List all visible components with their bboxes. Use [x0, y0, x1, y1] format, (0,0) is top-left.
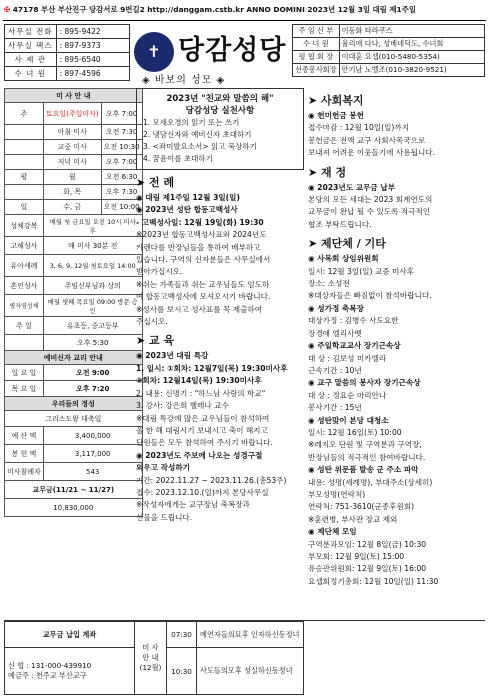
groups-line: 부모회: 12월 9일(토) 15:00: [308, 552, 405, 561]
sched-cell: 주임신부님과 상의: [43, 277, 142, 295]
education-line: 외우고 작성하기: [136, 463, 190, 473]
sched-cell: 오전 10:00: [101, 200, 142, 215]
bottom-info: [4, 620, 485, 695]
catechism-title: 예비신자 교리 안내: [5, 351, 143, 365]
sched-cell: 매월 셋째 목요일 09:00 방문 승인: [43, 295, 142, 317]
education-line: ◉ 2023년 대림 특강: [136, 351, 209, 361]
education-heading: ➤ 교 육: [136, 334, 175, 348]
mass-time: 10:30: [167, 648, 197, 695]
sched-cell: 매월 첫 금요일 오전 10시 미사 후: [43, 215, 142, 237]
sched-cell: 3,400,000: [43, 427, 142, 445]
groups-line: ◉ 성가정 축복장: [308, 303, 364, 313]
groups-line: ◉ 교구 말씀의 봉사자 장기근속상: [308, 378, 421, 388]
liturgy-line: 있습니다. 구역의 신자분들은 사무실에서: [136, 255, 271, 265]
sched-cell: 오후 7:00: [101, 155, 142, 170]
education-line: ◉ 2023년도 주보에 나오는 성경구절: [136, 450, 263, 460]
sched-cell: [5, 140, 44, 155]
sched-cell: 토요일(주일미사): [43, 103, 101, 125]
staff-label: 수 녀 원: [293, 38, 340, 51]
staff-label: 평 협 회 장: [293, 51, 340, 64]
sched-cell: 오후 7:20: [43, 381, 142, 397]
practice-item: 4. 꿈윤이를 초대하기: [143, 154, 213, 163]
contact-label: 사무실 팩스: [5, 39, 57, 53]
account-number: 신 협 : 131-000-439910: [8, 661, 92, 671]
sched-cell: [5, 335, 44, 351]
sched-cell: 오후 7:30: [101, 185, 142, 200]
sched-cell: 수, 금: [43, 200, 101, 215]
liturgy-line: - 고백성사일: 12월 19일(화) 19:30: [136, 217, 264, 227]
contact-value: : 895-6540: [56, 53, 129, 67]
mass-intent-label: 미 사 안 내 (12월): [135, 622, 167, 695]
finance-line: 협조 부탁드립니다.: [308, 219, 372, 229]
liturgy-line: 받아가십시오.: [136, 267, 183, 277]
education-line: 기간: 2022.11.27 ~ 2023.11.26.(총53주): [136, 475, 287, 485]
mass-time: 07:30: [167, 622, 197, 648]
groups-line: 일시: 12월 16일(토) 10:00: [308, 427, 402, 437]
sched-cell: 유초등, 중고등부: [43, 317, 142, 335]
week-label: 교무금(11/21 ~ 11/27): [5, 481, 143, 499]
sched-cell: 3, 6, 9, 12월 첫토요일 14:00: [43, 255, 142, 277]
sched-cell: [5, 125, 44, 140]
practice-item: 3. <좌미발요소서> 읽고 묵상하기: [143, 142, 257, 151]
welfare-line: ◉ 헌미헌금 봉헌: [308, 111, 364, 120]
liturgy-heading: ➤ 전 례: [136, 176, 175, 189]
education-line: 3. 강사: 강은희 헬레나 교수: [136, 401, 229, 411]
groups-line: 반장님들의 적극적인 참여바랍니다.: [308, 452, 426, 462]
week-amount: 10,830,000: [5, 499, 143, 517]
account-holder: 예금주 : 천주교 부산교구: [8, 671, 87, 681]
groups-line: ◉ 주일학교교사 장기근속상: [308, 341, 401, 351]
education-line: 선물을 드립니다.: [136, 512, 193, 522]
liturgy-line: ※2023년 합동고백성사표와 2024년도: [136, 230, 267, 240]
liturgy-line: 카렌다를 반장님들을 통하여 배부하고: [136, 242, 261, 252]
groups-line: 일시: 12월 3일(일) 교중 미사후: [308, 266, 414, 276]
contact-value: : 897-4596: [56, 67, 129, 81]
groups-line: 장경애 엘리사벳: [308, 328, 362, 338]
groups-line: ※대상자들은 빠짐없이 참석바랍니다.: [308, 291, 432, 301]
groups-line: 구역분과모임: 12월 8일(금) 10:30: [308, 539, 427, 549]
sched-cell: 오후 5:30: [43, 335, 142, 351]
practice-item: 2. 냉담신자와 예비신자 초대하기: [143, 130, 252, 139]
sched-cell: [5, 185, 44, 200]
groups-line: 내용: 성명(세례명), 부대주소(상세히): [308, 477, 433, 487]
contact-right: [292, 24, 485, 77]
location-icon: ✠: [4, 5, 13, 14]
offering-title: 우리들의 정성: [5, 397, 143, 411]
practice-box: [136, 88, 304, 170]
seal-icon: ✝: [134, 32, 174, 72]
sched-cell: 예 산 액: [5, 427, 44, 445]
sched-cell: 오전 10:30: [101, 140, 142, 155]
sched-cell: 오후 7:00: [101, 103, 142, 125]
offering-sub: 그리스도왕 대축일: [5, 411, 143, 427]
groups-line: 대 상 : 정요순 마리안나: [308, 390, 387, 400]
contact-label: 수 녀 원: [5, 67, 57, 81]
sched-cell: 미사참례자: [5, 463, 44, 481]
sched-cell: 주: [5, 103, 44, 125]
sched-cell: 화, 목: [43, 185, 101, 200]
liturgy-line: 주십시오.: [136, 317, 168, 327]
welfare-line: 접수마감 : 12월 10일(일)까지: [308, 123, 410, 133]
sched-cell: 일: [5, 200, 44, 215]
finance-line: 교무금이 완납 될 수 있도록 적극적인: [308, 207, 431, 217]
groups-line: ◉ 사목회 상임위원회: [308, 254, 379, 264]
staff-label: 선종봉사회장: [293, 64, 340, 77]
staff-value: 율리애 다나, 성베네딕도, 수녀회: [339, 38, 484, 51]
parish-logo: [134, 26, 286, 88]
education-line: ②회차: 12월14일(목) 19:30미사후: [136, 376, 262, 386]
sched-cell: 주 일: [5, 317, 44, 335]
education-line: 단원들은 모두 참석하여 주시기 바랍니다.: [136, 438, 273, 448]
groups-line: 근속기간 : 10년: [308, 365, 362, 375]
liturgy-line: ※쉬는 가족들과 쉬는 교우님들도 임도하: [136, 279, 270, 289]
sched-cell: 목 요 일: [5, 381, 44, 397]
education-line: 접수: 2023.12.10.(일)까지 본당사무실: [136, 487, 269, 497]
sched-cell: 저녁 미사: [43, 155, 101, 170]
welfare-line: 보내져 어려운 이웃들기에 사용됩니다.: [308, 148, 436, 158]
right-column: [308, 88, 485, 588]
staff-value: 이동화 타라쿠스: [339, 25, 484, 38]
sched-cell: 오전 6:30: [101, 170, 142, 185]
groups-line: 부모성명(연락처): [308, 489, 366, 499]
sched-cell: 병자영성체: [5, 295, 44, 317]
groups-line: 요셉회정기총회: 12월 10일(일) 11:30: [308, 576, 439, 586]
groups-line: 대상가정 : 김병수 사도요한: [308, 316, 399, 326]
sched-cell: 일 요 일: [5, 365, 44, 381]
sched-cell: 매 미사 30분 전: [43, 237, 142, 255]
education-line: ※대림 특강에 많은 교우님들이 참석하여: [136, 413, 270, 423]
education-line: 2. 내용: 신명기 : "하느님 사랑의 학교": [136, 388, 266, 398]
education-line: ※작성자에게는 교구장님 축복장과: [136, 500, 250, 510]
practice-title: 2023년 "친교와 말씀의 해": [166, 94, 274, 104]
liturgy-line: 여 합동고백성사에 모셔오시기 바랍니다.: [136, 292, 271, 302]
header-line: ✠ 47178 부산 부산진구 당감서로 9번길2 http://danggam.cstb.kr ANNO DOMINI 2023년 12월 3일 대림 제1주일: [4, 5, 416, 14]
finance-line: 본당의 모든 세대는 2023 회계연도의: [308, 195, 433, 205]
groups-line: ※훈련병, 부사관 장교 제외: [308, 514, 398, 524]
practice-item: 1. 모세오경의 읽기 또는 쓰기: [143, 118, 240, 127]
welfare-heading: ➤ 사회복지: [308, 94, 364, 107]
sched-cell: 월: [43, 170, 101, 185]
header-divider: [3, 20, 486, 21]
sched-cell: 성체강복: [5, 215, 44, 237]
education-line: 1. 일시: ①회차: 12월7일(목) 19:30미사후: [136, 363, 288, 373]
sched-cell: 교중 미사: [43, 140, 101, 155]
groups-line: ◉ 성탄 위문품 발송 군 주소 파악: [308, 465, 419, 475]
sched-cell: 오전 9:00: [43, 365, 142, 381]
contact-value: : 897-9373: [56, 39, 129, 53]
sched-cell: 유아세례: [5, 255, 44, 277]
groups-line: 유승관위원회: 12월 9일(토) 16:00: [308, 564, 427, 574]
liturgy-line: ※성사를 보시고 성사표를 꼭 제출하여: [136, 304, 263, 314]
groups-line: ◉ 제단체 모임: [308, 527, 357, 537]
sched-cell: 혼인성사: [5, 277, 44, 295]
parish-motto: ◈ 바보의 성모 ◈: [142, 75, 226, 86]
account-title: 교무금 납입 계좌: [5, 622, 135, 648]
staff-value: 안기남 노벨조(010-3820-9521): [339, 64, 484, 77]
sched-cell: 오전 7:30: [101, 125, 142, 140]
groups-line: 봉사기간 : 15년: [308, 403, 362, 413]
liturgy-line: ◉ 2023년 성탄 합동고백성사: [136, 205, 238, 215]
contact-left: [4, 24, 130, 81]
sched-cell: 3,117,000: [43, 445, 142, 463]
groups-line: 장소: 소성전: [308, 279, 350, 289]
liturgy-line: ◉ 대림 제1주일 12월 3일(일): [136, 193, 240, 202]
sched-cell: 아침 미사: [43, 125, 101, 140]
sched-cell: 평: [5, 170, 44, 185]
sched-cell: 고해성사: [5, 237, 44, 255]
groups-line: ◉ 성탄맞이 본당 대청소: [308, 415, 389, 425]
staff-value: 이대훈 요셉(010-5480-5354): [339, 51, 484, 64]
middle-column: [136, 88, 304, 524]
education-line: 올 한 해 대림시기 보내시고 축이 해지고: [136, 425, 268, 435]
contact-label: 사 제 관: [5, 53, 57, 67]
welfare-line: 봉헌금은 전액 교구 사회사목국으로: [308, 135, 426, 145]
practice-sub: 당감성당 실천사항: [185, 106, 255, 116]
mass-intent: 예연자들의묘후 인자하신동정녀: [197, 622, 304, 648]
groups-line: 대 상 : 김보성 미카엘라: [308, 353, 387, 363]
parish-name: 당감성당: [178, 35, 287, 66]
sched-cell: 543: [43, 463, 142, 481]
groups-line: 연락처: 751-3610(군종후원회): [308, 502, 415, 512]
mass-schedule: [4, 88, 140, 517]
mass-intent: 사도들의모후 성실하신동정녀: [197, 648, 304, 695]
finance-heading: ➤ 재 정: [308, 165, 347, 179]
contact-label: 사무실 전화: [5, 25, 57, 39]
contact-value: : 895-9422: [56, 25, 129, 39]
staff-label: 주 임 신 부: [293, 25, 340, 38]
groups-line: ※레지오 단원 및 구역분과 구역장,: [308, 440, 422, 450]
account-info: [5, 648, 135, 695]
sched-cell: 봉 헌 액: [5, 445, 44, 463]
schedule-title: 미 사 안 내: [5, 89, 143, 103]
groups-heading: ➤ 제단체 / 기타: [308, 237, 386, 251]
sched-cell: [5, 155, 44, 170]
finance-line: ◉ 2023년도 교무금 납부: [308, 182, 396, 192]
